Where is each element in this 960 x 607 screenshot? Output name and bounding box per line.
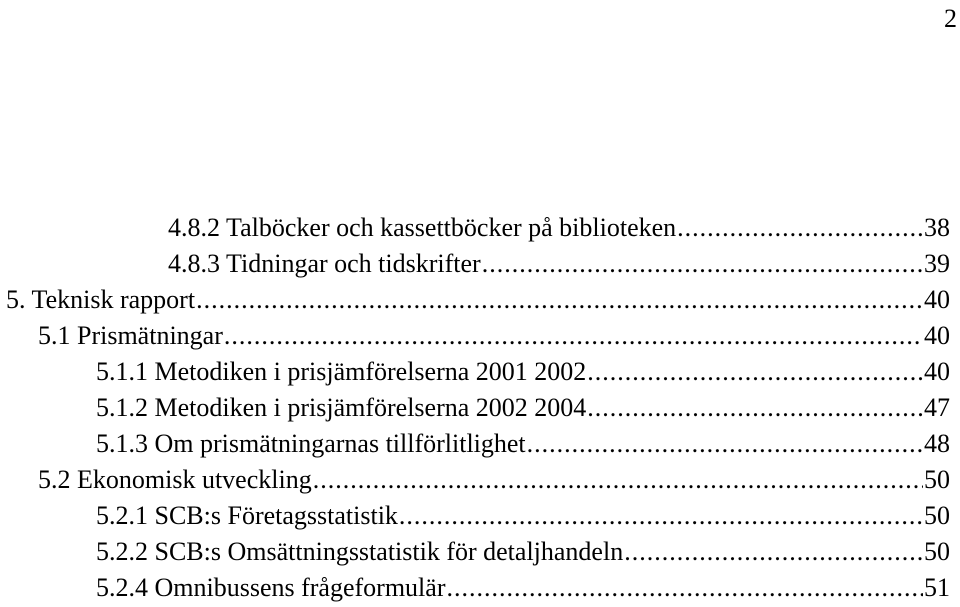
toc-dot-leader — [224, 318, 923, 354]
toc-dot-leader — [196, 282, 923, 318]
toc-dot-leader — [399, 498, 923, 534]
page-number: 2 — [944, 4, 957, 33]
toc-entry-page: 50 — [924, 501, 950, 530]
toc-entry-title: 5. Teknisk rapport — [6, 285, 196, 314]
toc-entry-page: 50 — [924, 537, 950, 566]
toc-entry[interactable] — [96, 354, 950, 390]
toc-dot-leader — [677, 210, 923, 246]
toc-entry[interactable] — [96, 390, 950, 426]
toc-entry-title: 5.1.2 Metodiken i prisjämförelserna 2002 2004 — [96, 393, 587, 422]
toc-entry[interactable] — [168, 210, 950, 246]
toc-dot-leader — [624, 534, 923, 570]
toc-entry-title: 4.8.2 Talböcker och kassettböcker på biblioteken — [168, 213, 677, 242]
toc-dot-leader — [527, 426, 923, 462]
toc-entry-page: 38 — [924, 213, 950, 242]
toc-entry[interactable] — [6, 282, 950, 318]
toc-entry[interactable] — [96, 426, 950, 462]
toc-entry-page: 47 — [924, 393, 950, 422]
toc-entry-title: 5.2 Ekonomisk utveckling — [38, 465, 312, 494]
toc-dot-leader — [313, 462, 923, 498]
toc-entry[interactable] — [96, 534, 950, 570]
toc-entry-page: 39 — [924, 249, 950, 278]
toc-entry-title: 5.2.4 Omnibussens frågeformulär — [96, 573, 446, 602]
toc-entry-page: 50 — [924, 465, 950, 494]
toc-entry-page: 48 — [924, 429, 950, 458]
toc-entry-page: 40 — [924, 357, 950, 386]
toc-dot-leader — [446, 570, 923, 606]
toc-entry[interactable] — [168, 246, 950, 282]
toc-entry-title: 4.8.3 Tidningar och tidskrifter — [168, 249, 481, 278]
toc-entry[interactable] — [38, 462, 950, 498]
toc-entry-title: 5.1 Prismätningar — [38, 321, 223, 350]
toc-dot-leader — [587, 390, 923, 426]
toc-entry-title: 5.2.1 SCB:s Företagsstatistik — [96, 501, 398, 530]
toc-entry-page: 51 — [924, 573, 950, 602]
toc-entry[interactable] — [38, 318, 950, 354]
toc-entry[interactable] — [96, 498, 950, 534]
toc-dot-leader — [587, 354, 923, 390]
toc-entry-page: 40 — [924, 321, 950, 350]
toc-dot-leader — [482, 246, 923, 282]
toc-entry-title: 5.2.2 SCB:s Omsättningsstatistik för detaljhandeln — [96, 537, 624, 566]
toc-entry-page: 40 — [924, 285, 950, 314]
toc-entry-title: 5.1.3 Om prismätningarnas tillförlitlighet — [96, 429, 526, 458]
toc-entry-title: 5.1.1 Metodiken i prisjämförelserna 2001 2002 — [96, 357, 587, 386]
toc-entry[interactable] — [96, 570, 950, 606]
